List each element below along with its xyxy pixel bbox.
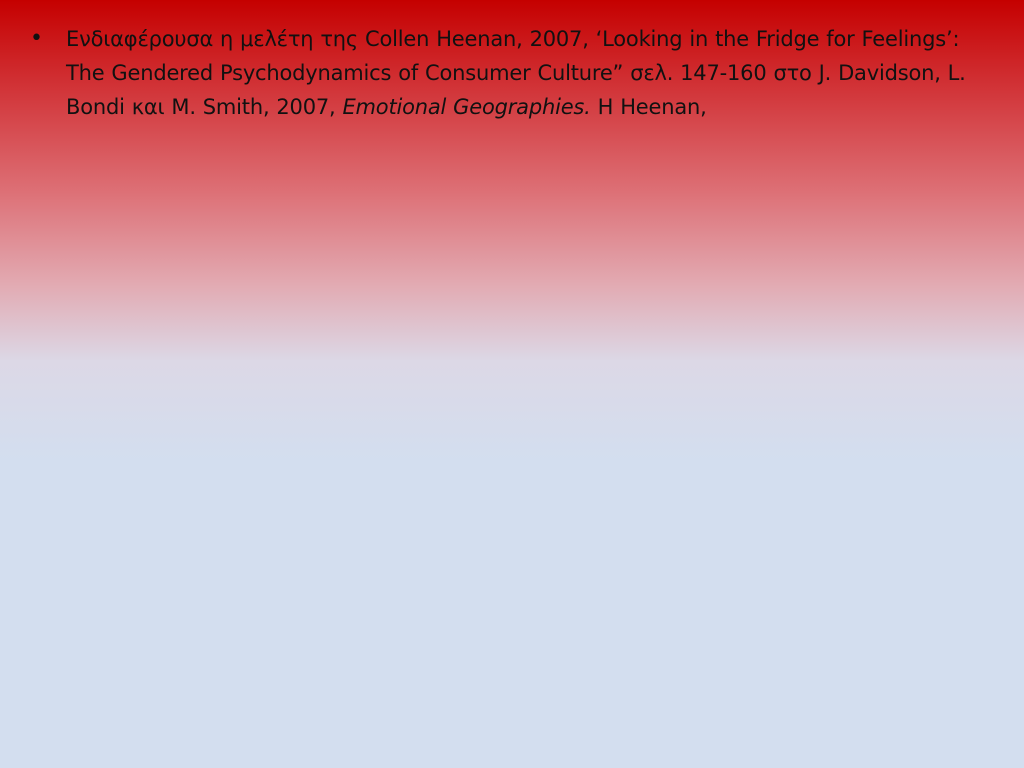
book-title: Emotional Geographies.	[342, 95, 591, 120]
paragraph-segment-2: Η Heenan,	[590, 95, 707, 120]
paragraph-text	[66, 22, 1000, 125]
bullet-marker: •	[30, 26, 43, 51]
paragraph-segment-1: Ενδιαφέρουσα η μελέτη της Collen Heenan, 2007, ‘Looking in the Fridge for Feelings’: The Gendered Psychodynamics of Consumer Culture” σελ. 147-160 στο J. Davidson, L. Bondi και M. Smith, 2007,	[66, 27, 966, 120]
bullet-point	[30, 22, 1000, 125]
